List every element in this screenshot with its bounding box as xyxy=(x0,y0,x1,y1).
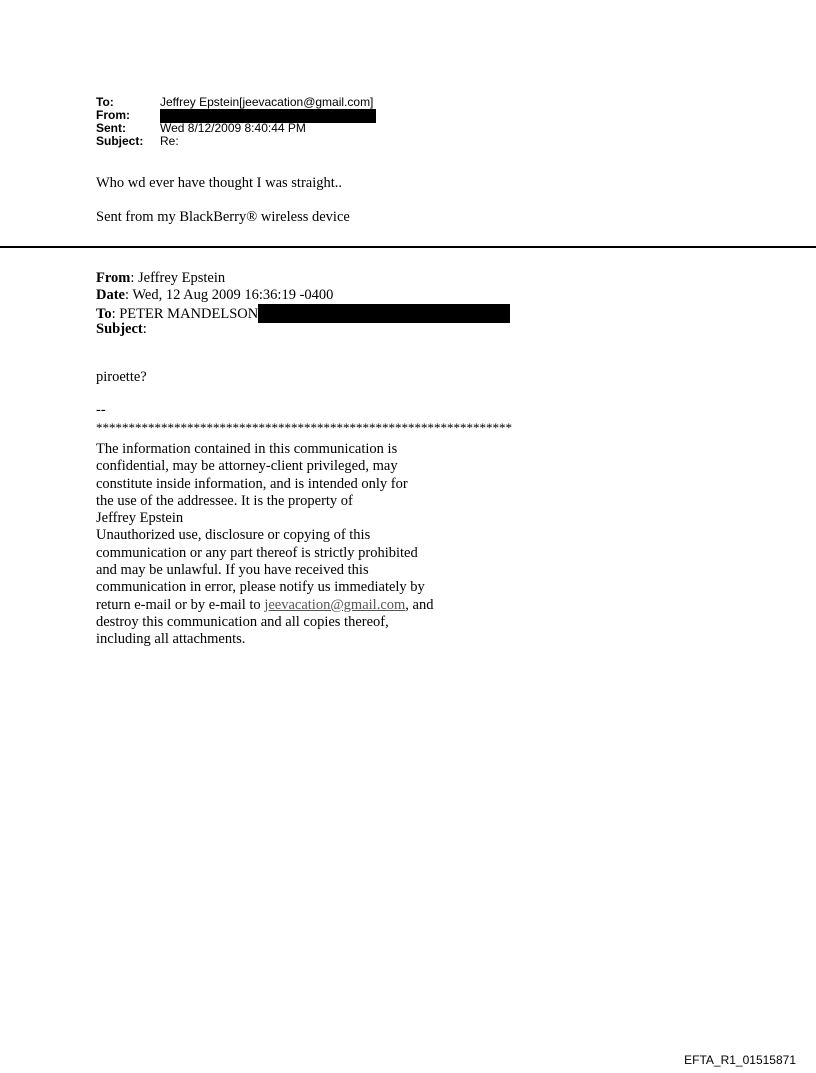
disclaimer-link-line xyxy=(96,597,433,614)
fwd-to-value: : PETER MANDELSON xyxy=(111,306,259,322)
fwd-from-label: From xyxy=(96,270,131,286)
fwd-date-value: : Wed, 12 Aug 2009 16:36:19 -0400 xyxy=(125,287,334,303)
disclaimer-line: Jeffrey Epstein xyxy=(96,510,184,527)
header-to-row xyxy=(96,96,376,109)
subject-label: Subject: xyxy=(96,134,144,148)
forwarded-header xyxy=(96,270,510,338)
from-label: From: xyxy=(96,108,130,122)
fwd-to-label: To xyxy=(96,306,112,322)
fwd-to-row xyxy=(96,304,510,321)
sent-value: Wed 8/12/2009 8:40:44 PM xyxy=(160,121,306,135)
sent-label: Sent: xyxy=(96,121,126,135)
fwd-subject-row xyxy=(96,321,510,338)
signature-stars: **************************************************************** xyxy=(96,420,512,435)
document-id: EFTA_R1_01515871 xyxy=(684,1053,796,1067)
fwd-from-value: : Jeffrey Epstein xyxy=(130,270,226,286)
disclaimer-line: including all attachments. xyxy=(96,631,246,648)
to-label: To: xyxy=(96,95,114,109)
reply-body: Who wd ever have thought I was straight.. xyxy=(96,175,343,191)
email-header xyxy=(96,96,376,148)
link-prefix: return e-mail or by e-mail to xyxy=(96,596,265,613)
fwd-subject-value: : xyxy=(142,321,147,337)
disclaimer-line: Unauthorized use, disclosure or copying of this xyxy=(96,527,371,544)
divider xyxy=(0,246,816,248)
header-subject-row xyxy=(96,135,376,148)
to-value: Jeffrey Epstein[jeevacation@gmail.com] xyxy=(160,95,374,109)
disclaimer-line: constitute inside information, and is intended only for xyxy=(96,475,408,492)
fwd-body: piroette? xyxy=(96,369,147,385)
subject-value: Re: xyxy=(160,134,179,148)
disclaimer-line: communication or any part thereof is strictly prohibited xyxy=(96,544,418,561)
fwd-subject-label: Subject xyxy=(96,321,143,337)
fwd-date-label: Date xyxy=(96,287,125,303)
email-link[interactable]: jeevacation@gmail.com xyxy=(264,596,406,613)
redaction-box xyxy=(258,304,510,323)
disclaimer-line: The information contained in this communication is xyxy=(96,441,398,457)
fwd-date-row xyxy=(96,287,510,304)
disclaimer-line: and may be unlawful. If you have received this xyxy=(96,562,369,579)
disclaimer-line: destroy this communication and all copies thereof, xyxy=(96,613,389,630)
disclaimer-line: communication in error, please notify us immediately by xyxy=(96,579,425,596)
link-suffix: , and xyxy=(405,596,434,613)
reply-signature: Sent from my BlackBerry® wireless device xyxy=(96,209,350,225)
disclaimer-line: the use of the addressee. It is the property of xyxy=(96,492,353,509)
disclaimer-line: confidential, may be attorney-client privileged, may xyxy=(96,458,398,475)
fwd-from-row xyxy=(96,270,510,287)
disclaimer xyxy=(96,441,433,649)
signature-dashes: -- xyxy=(96,402,106,418)
